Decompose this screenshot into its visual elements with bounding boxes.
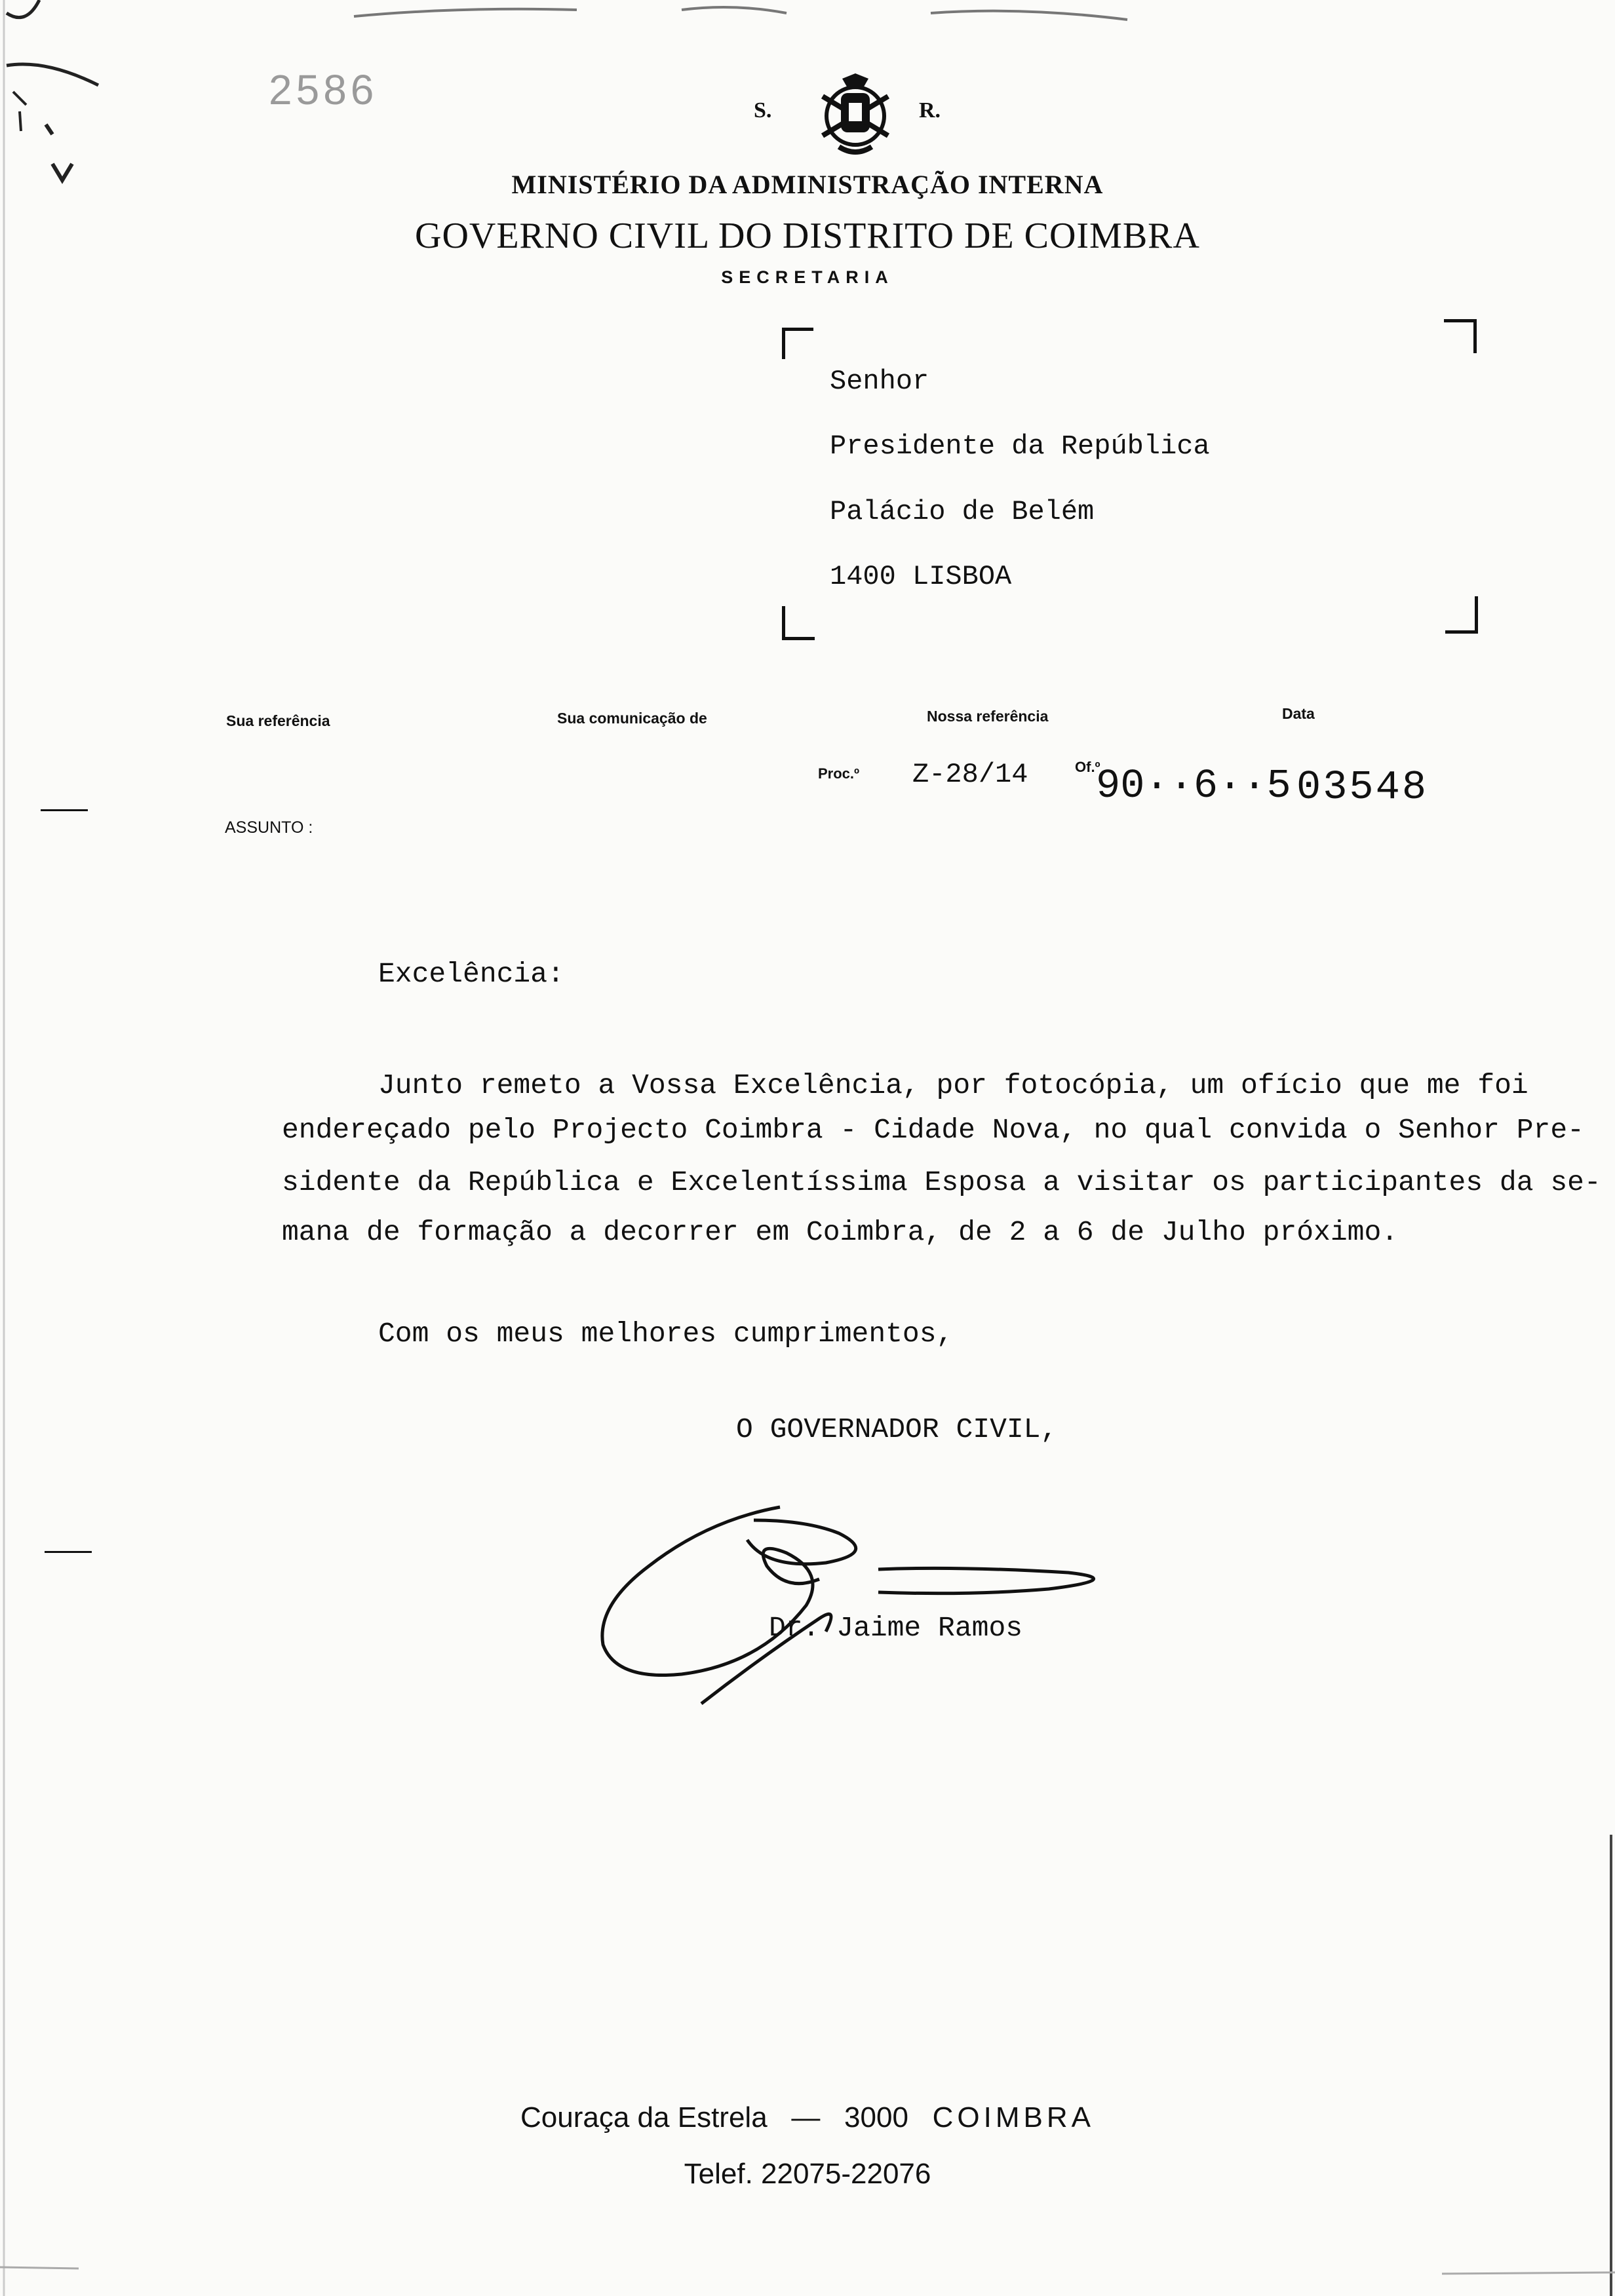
oficio-label: Of.º <box>1075 759 1100 775</box>
address-corner-top-left-v <box>782 328 785 359</box>
body-line-1: Junto remeto a Vossa Excelência, por fotocópia, um ofício que me foi <box>378 1069 1528 1101</box>
governo-civil-title: GOVERNO CIVIL DO DISTRITO DE COIMBRA <box>415 216 1200 256</box>
signer-name: Dr. Jaime Ramos <box>769 1612 1023 1644</box>
closing-line: Com os meus melhores cumprimentos, <box>378 1318 954 1350</box>
recipient-line-2: Presidente da República <box>830 430 1210 462</box>
header-s-label: S. <box>754 98 772 123</box>
header-r-label: R. <box>919 98 941 123</box>
sua-comunicacao-label: Sua comunicação de <box>557 710 707 727</box>
address-corner-bottom-left-h <box>782 637 815 640</box>
secretaria-label: SECRETARIA <box>721 267 894 287</box>
address-corner-bottom-left <box>782 606 785 640</box>
nossa-referencia-label: Nossa referência <box>927 708 1049 725</box>
assunto-label: ASSUNTO : <box>225 818 313 837</box>
body-line-3: sidente da República e Excelentíssima Esposa a visitar os participantes da se- <box>282 1166 1601 1198</box>
body-line-2: endereçado pelo Projecto Coimbra - Cidade Nova, no qual convida o Senhor Pre- <box>282 1114 1584 1146</box>
footer-phone: Telef. 22075-22076 <box>684 2158 931 2190</box>
date-stamp: 90··6··5 <box>1096 763 1291 809</box>
footer-street: Couraça da Estrela <box>520 2101 768 2133</box>
address-corner-top-right <box>1444 319 1477 322</box>
address-corner-top-right-v <box>1473 319 1477 353</box>
address-corner-top-left <box>782 328 813 331</box>
footer-dash: — <box>791 2101 821 2133</box>
signatory-title: O GOVERNADOR CIVIL, <box>736 1413 1058 1445</box>
faint-stamp-number: 2586 <box>269 66 378 113</box>
fold-mark-lower <box>45 1551 92 1553</box>
document-number-stamp: 03548 <box>1296 764 1429 811</box>
salutation: Excelência: <box>378 958 564 990</box>
ministry-title: MINISTÉRIO DA ADMINISTRAÇÃO INTERNA <box>511 170 1104 199</box>
handwritten-signature <box>590 1494 1154 1717</box>
proc-label: Proc.º <box>818 765 860 782</box>
footer-address <box>0 2101 1615 2134</box>
footer-city: COIMBRA <box>932 2101 1095 2133</box>
address-corner-bottom-right-h <box>1445 630 1478 634</box>
recipient-line-4: 1400 LISBOA <box>830 561 1012 592</box>
recipient-line-3: Palácio de Belém <box>830 496 1095 527</box>
body-line-4: mana de formação a decorrer em Coimbra, de 2 a 6 de Julho próximo. <box>282 1216 1399 1248</box>
recipient-line-1: Senhor <box>830 366 929 397</box>
fold-mark-upper <box>41 809 88 811</box>
proc-value: Z-28/14 <box>912 759 1028 790</box>
sua-referencia-label: Sua referência <box>226 712 330 729</box>
footer-postal: 3000 <box>844 2101 908 2133</box>
coat-of-arms-icon <box>803 73 908 159</box>
address-corner-bottom-right <box>1475 596 1478 633</box>
data-label: Data <box>1282 705 1315 722</box>
